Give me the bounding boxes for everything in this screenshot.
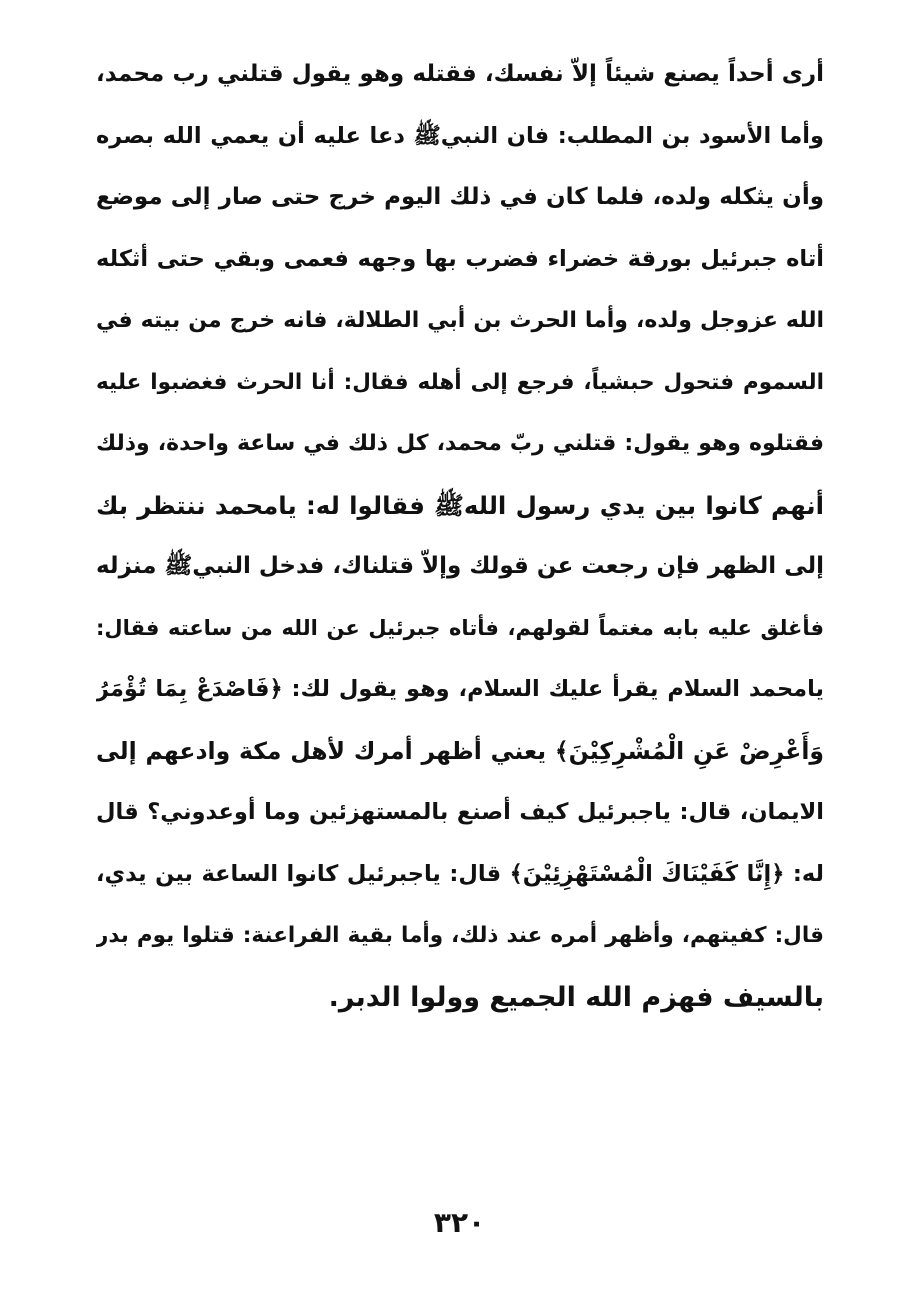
text-line-14: له: ﴿إِنَّا كَفَيْنَاكَ الْمُسْتَهْزِئِيْنَ﴾ قال: ياجبرئيل كانوا الساعة بين يدي، [96,860,824,887]
text-line-10: فأغلق عليه بابه مغتماً لقولهم، فأتاه جبرئيل عن الله من ساعته فقال: [96,615,824,640]
text-line-3: وأن يثكله ولده، فلما كان في ذلك اليوم خرج حتى صار إلى موضع [96,184,824,210]
text-line-2: وأما الأسود بن المطلب: فان النبيﷺ دعا عليه أن يعمي الله بصره [96,122,824,149]
text-line-12: وَأَعْرِضْ عَنِ الْمُشْرِكِيْنَ﴾ يعني أظهر أمرك لأهل مكة وادعهم إلى [96,736,824,765]
body-text [96,44,824,1028]
text-line-6: السموم فتحول حبشياً، فرجع إلى أهله فقال: أنا الحرث فغضبوا عليه [96,369,824,395]
text-line-13: الايمان، قال: ياجبرئيل كيف أصنع بالمستهزئين وما أوعدوني؟ قال [96,799,824,825]
text-line-11: يامحمد السلام يقرأ عليك السلام، وهو يقول لك: ﴿فَاصْدَعْ بِمَا تُؤْمَرُ [96,676,824,702]
text-line-4: أتاه جبرئيل بورقة خضراء فضرب بها وجهه فعمى وبقي حتى أثكله [96,245,824,272]
text-line-5: الله عزوجل ولده، وأما الحرث بن أبي الطلالة، فانه خرج من بيته في [96,308,824,333]
text-line-15: قال: كفيتهم، وأظهر أمره عند ذلك، وأما بقية الفراعنة: قتلوا يوم بدر [96,923,824,948]
text-line-1: أرى أحداً يصنع شيئاً إلاّ نفسك، فقتله وهو يقول قتلني رب محمد، [96,61,824,87]
text-line-9: إلى الظهر فإن رجعت عن قولك وإلاّ قتلناك، فدخل النبيﷺ منزله [96,553,824,579]
page-number: ٣٢٠ [433,1206,486,1239]
text-line-8: أنهم كانوا بين يدي رسول اللهﷺ فقالوا له: يامحمد ننتظر بك [96,490,824,520]
text-line-7: فقتلوه وهو يقول: قتلني ربّ محمد، كل ذلك في ساعة واحدة، وذلك [96,431,824,456]
text-line-16: بالسيف فهزم الله الجميع وولوا الدبر. [328,981,824,1013]
